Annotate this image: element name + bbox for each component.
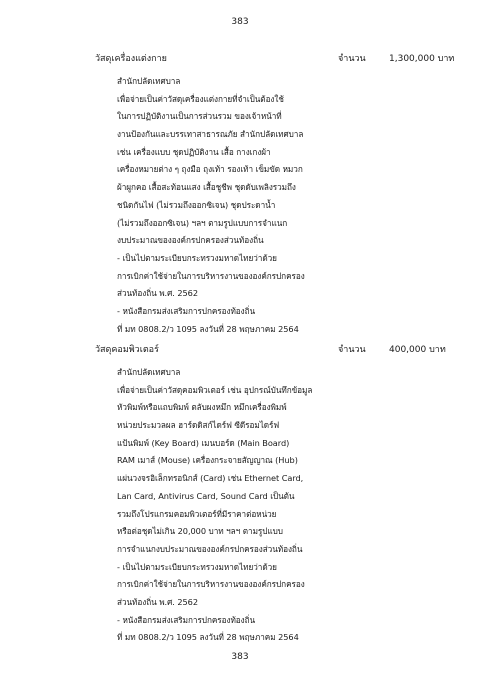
description-line: สำนักปลัดเทศบาล — [117, 76, 181, 86]
description-line: หัวพิมพ์หรือแถบพิมพ์ ตลับผงหมึก หมึกเครื่องพิมพ์ — [117, 402, 287, 413]
description-line: - เป็นไปตามระเบียบกระทรวงมหาดไทยว่าด้วย — [117, 252, 277, 263]
description-line: หรือต่อชุดไม่เกิน 20,000 บาท ฯลฯ ตามรูปแบบ — [117, 526, 283, 537]
description-line: ชนิดกันไฟ (ไม่รวมถึงออกซิเจน) ชุดประดาน้ำ — [117, 199, 276, 210]
description-line: ส่วนท้องถิ่น พ.ศ. 2562 — [117, 596, 198, 607]
description-line: ที่ มท 0808.2/ว 1095 ลงวันที่ 28 พฤษภาคม 2564 — [117, 632, 299, 643]
description-line: ที่ มท 0808.2/ว 1095 ลงวันที่ 28 พฤษภาคม 2564 — [117, 323, 299, 334]
item-description — [117, 364, 312, 647]
description-line: ผ้าผูกคอ เสื้อสะท้อนแสง เสื้อชูชีพ ชุดดับเพลิงรวมถึง — [117, 182, 296, 193]
description-line: ในการปฏิบัติงานเป็นการส่วนรวม ของเจ้าหน้าที่ — [117, 111, 282, 122]
description-line: ส่วนท้องถิ่น พ.ศ. 2562 — [117, 288, 198, 299]
description-line: งบประมาณขององค์กรปกครองส่วนท้องถิ่น — [117, 235, 264, 246]
description-line: รวมถึงโปรแกรมคอมพิวเตอร์ที่มีราคาต่อหน่วย — [117, 508, 277, 519]
description-line: เพื่อจ่ายเป็นค่าวัสดุคอมพิวเตอร์ เช่น อุปกรณ์บันทึกข้อมูล — [117, 384, 313, 395]
description-line: สำนักปลัดเทศบาล — [117, 367, 181, 377]
description-line: หน่วยประมวลผล ฮาร์ดดิสก์ไดร์ฟ ซีดีรอมไดร์ฟ — [117, 420, 280, 431]
description-line: เช่น เครื่องแบบ ชุดปฏิบัติงาน เสื้อ กางเกงผ้า — [117, 146, 271, 157]
page-number-top: 383 — [231, 17, 249, 27]
description-line: เพื่อจ่ายเป็นค่าวัสดุเครื่องแต่งกายที่จำเป็นต้องใช้ — [117, 93, 284, 104]
description-line: แผ่นวงจรอิเล็กทรอนิกส์ (Card) เช่น Ethernet Card, — [117, 473, 304, 484]
quantity-label: จำนวน — [338, 345, 366, 355]
item-title: วัสดุเครื่องแต่งกาย — [95, 54, 167, 64]
item-title: วัสดุคอมพิวเตอร์ — [95, 345, 159, 355]
description-line: - หนังสือกรมส่งเสริมการปกครองท้องถิ่น — [117, 305, 256, 316]
item-description — [117, 73, 305, 338]
quantity-label: จำนวน — [338, 54, 366, 64]
description-line: การจำแนกงบประมาณขององค์กรปกครองส่วนท้องถิ่น — [117, 543, 303, 554]
description-line: งานป้องกันและบรรเทาสาธารณภัย สำนักปลัดเทศบาล — [117, 129, 304, 140]
description-line: การเบิกค่าใช้จ่ายในการบริหารงานขององค์กรปกครอง — [117, 270, 305, 281]
description-line: - หนังสือกรมส่งเสริมการปกครองท้องถิ่น — [117, 614, 256, 625]
item-amount: 400,000 บาท — [389, 345, 446, 355]
item-amount: 1,300,000 บาท — [389, 54, 455, 64]
description-line: (ไม่รวมถึงออกซิเจน) ฯลฯ ตามรูปแบบการจำแนก — [117, 217, 288, 228]
description-line: Lan Card, Antivirus Card, Sound Card เป็นต้น — [117, 490, 295, 501]
description-line: การเบิกค่าใช้จ่ายในการบริหารงานขององค์กรปกครอง — [117, 579, 305, 590]
description-line: RAM เมาส์ (Mouse) เครื่องกระจายสัญญาณ (Hub) — [117, 455, 298, 466]
description-line: เครื่องหมายต่าง ๆ ถุงมือ ถุงเท้า รองเท้า เข็มขัด หมวก — [117, 164, 303, 175]
description-line: แป้นพิมพ์ (Key Board) เมนบอร์ด (Main Board) — [117, 437, 290, 448]
description-line: - เป็นไปตามระเบียบกระทรวงมหาดไทยว่าด้วย — [117, 561, 277, 572]
page-number-bottom: 383 — [231, 652, 249, 662]
